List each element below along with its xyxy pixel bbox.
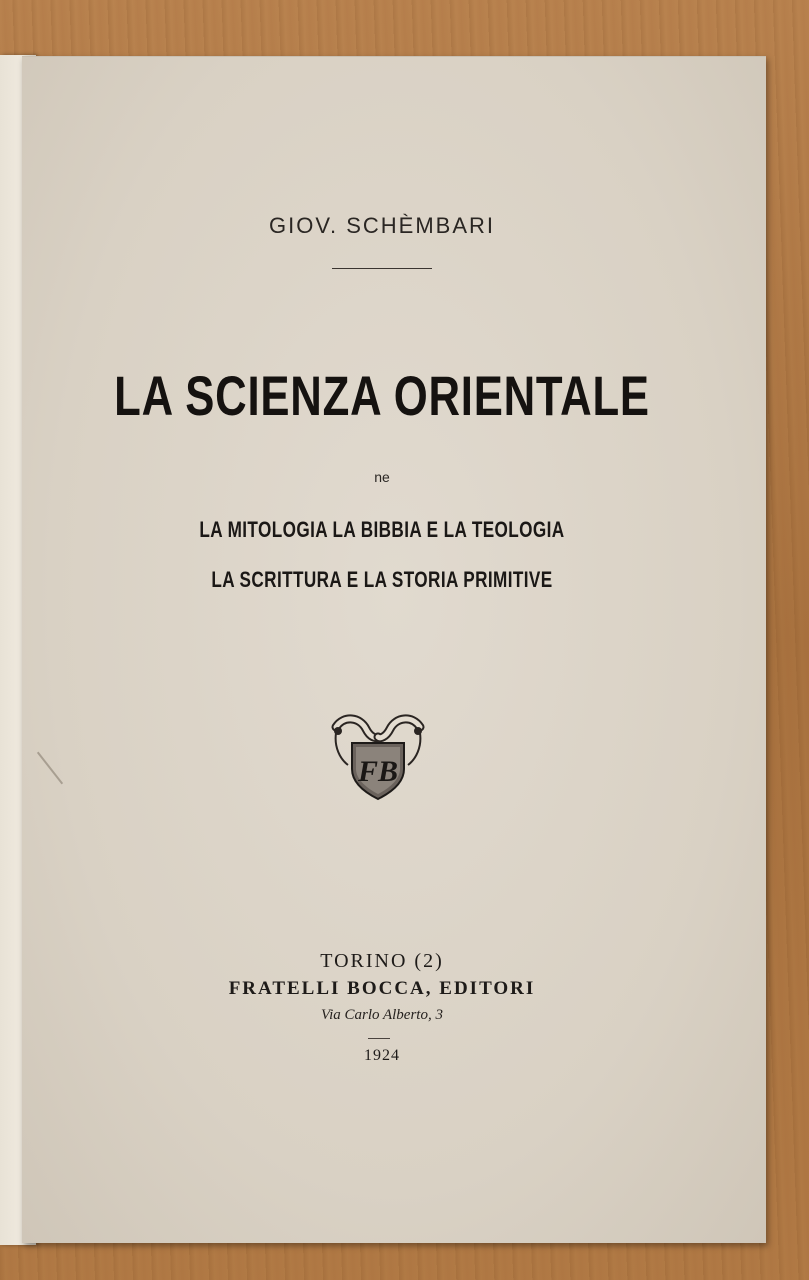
- title-connector: ne: [374, 469, 390, 485]
- publisher-address: Via Carlo Alberto, 3: [321, 1007, 443, 1023]
- publication-year: 1924: [364, 1047, 400, 1064]
- subtitle-line-2: LA SCRITTURA E LA STORIA PRIMITIVE: [211, 567, 553, 592]
- paper-crease: [37, 752, 63, 785]
- publication-city: TORINO (2): [320, 950, 444, 972]
- subtitle-line-1: LA MITOLOGIA LA BIBBIA E LA TEOLOGIA: [199, 517, 565, 542]
- publisher-emblem-icon: [330, 709, 426, 805]
- author-name: GIOV. SCHÈMBARI: [268, 213, 495, 238]
- publisher-name: FRATELLI BOCCA, EDITORI: [228, 978, 536, 999]
- author-divider: [332, 268, 432, 269]
- book-title: LA SCIENZA ORIENTALE: [114, 364, 650, 427]
- emblem-monogram: FB: [357, 755, 399, 788]
- title-page: [22, 56, 766, 1243]
- year-divider: [368, 1038, 390, 1039]
